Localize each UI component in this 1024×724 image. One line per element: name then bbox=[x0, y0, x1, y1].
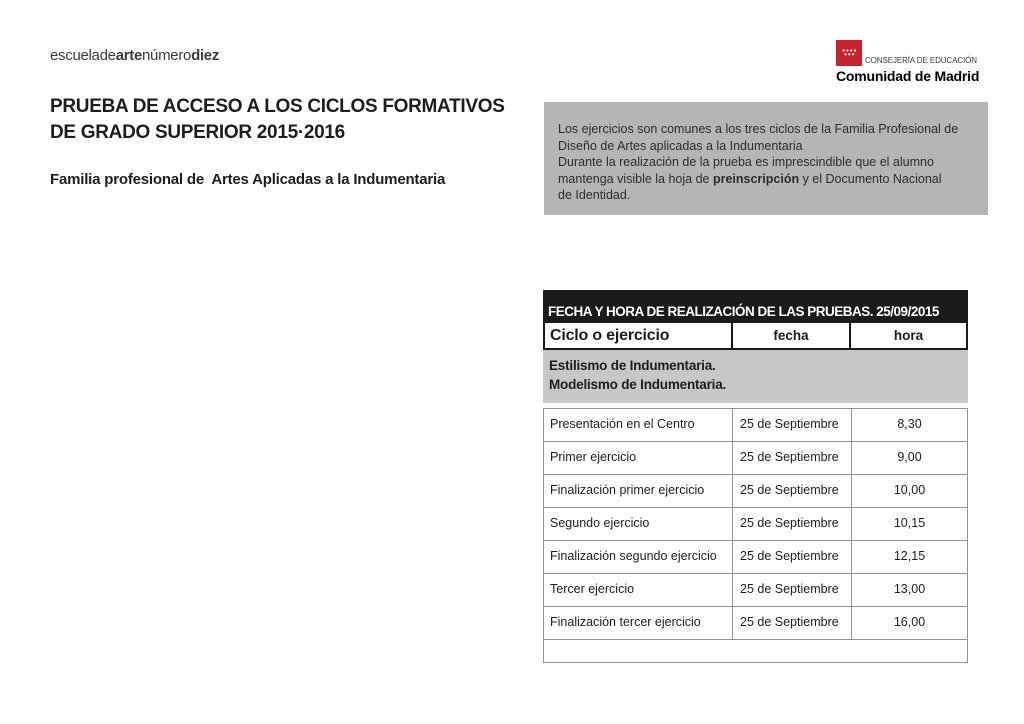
table-title-bar: FECHA Y HORA DE REALIZACIÓN DE LAS PRUEBAS. 25/09/2015 bbox=[543, 290, 968, 323]
cell-fecha: 25 de Septiembre bbox=[733, 541, 852, 573]
table-row bbox=[544, 541, 967, 574]
notice-bold-text: preinscripción bbox=[712, 171, 800, 186]
cell-ejercicio: Finalización primer ejercicio bbox=[544, 475, 733, 507]
school-logo-segment: escuelade bbox=[50, 47, 116, 64]
cell-fecha: 25 de Septiembre bbox=[733, 508, 852, 540]
school-logo-segment: arte bbox=[115, 47, 143, 64]
page-title bbox=[50, 94, 550, 146]
table-row bbox=[544, 409, 967, 442]
table-row bbox=[544, 574, 967, 607]
cell-ejercicio: Finalización tercer ejercicio bbox=[544, 607, 733, 639]
table-row bbox=[544, 607, 967, 640]
cell-ejercicio: Segundo ejercicio bbox=[544, 508, 733, 540]
notice-line: de Identidad. bbox=[558, 188, 631, 202]
cell-hora: 12,15 bbox=[893, 549, 926, 563]
notice-line bbox=[558, 171, 978, 188]
notice-line: Diseño de Artes aplicadas a la Indumentaria bbox=[558, 138, 803, 153]
notice-line: Los ejercicios son comunes a los tres ciclos de la Familia Profesional de bbox=[558, 122, 959, 136]
madrid-logo bbox=[836, 40, 986, 84]
notice-text: y el Documento Nacional bbox=[799, 171, 942, 186]
school-logo-segment: número bbox=[142, 47, 192, 64]
schedule-table bbox=[543, 290, 968, 663]
section-line2: Modelismo de Indumentaria. bbox=[549, 377, 727, 392]
empty-row bbox=[544, 640, 967, 662]
cell-hora: 13,00 bbox=[893, 582, 926, 596]
cell-fecha: 25 de Septiembre bbox=[733, 409, 852, 441]
notice-box bbox=[544, 102, 988, 215]
cell-hora: 16,00 bbox=[893, 615, 926, 629]
column-header-ciclo: Ciclo o ejercicio bbox=[545, 323, 733, 348]
cell-ejercicio: Primer ejercicio bbox=[544, 442, 733, 474]
notice-text: mantenga visible la hoja de bbox=[558, 171, 713, 186]
cell-ejercicio: Tercer ejercicio bbox=[544, 574, 733, 606]
section-line1: Estilismo de Indumentaria. bbox=[549, 358, 716, 373]
school-logo bbox=[50, 47, 219, 64]
school-logo-segment: diez bbox=[191, 47, 220, 64]
madrid-flag-icon bbox=[836, 40, 862, 66]
section-row bbox=[543, 350, 968, 403]
table-row bbox=[544, 475, 967, 508]
consejeria-label: CONSEJERÍA DE EDUCACIÓN bbox=[865, 56, 977, 65]
cell-hora: 8,30 bbox=[897, 417, 922, 431]
table-row bbox=[544, 442, 967, 475]
column-header-fecha: fecha bbox=[733, 323, 851, 348]
comunidad-de-madrid-label: Comunidad de Madrid bbox=[836, 68, 980, 84]
notice-line: Durante la realización de la prueba es imprescindible que el alumno bbox=[558, 155, 934, 169]
table-header-row bbox=[543, 323, 968, 350]
page-subtitle: Familia profesional de Artes Aplicadas a la Indumentaria bbox=[50, 171, 446, 188]
table-row bbox=[544, 508, 967, 541]
page-title-line2: DE GRADO SUPERIOR 2015·2016 bbox=[50, 122, 345, 143]
cell-hora: 10,00 bbox=[893, 483, 926, 497]
cell-ejercicio: Presentación en el Centro bbox=[544, 409, 733, 441]
column-header-hora: hora bbox=[893, 328, 924, 343]
table-body bbox=[543, 408, 968, 663]
cell-fecha: 25 de Septiembre bbox=[733, 574, 852, 606]
cell-hora: 10,15 bbox=[893, 516, 926, 530]
cell-fecha: 25 de Septiembre bbox=[733, 475, 852, 507]
cell-ejercicio: Finalización segundo ejercicio bbox=[544, 541, 733, 573]
madrid-logo-top-row bbox=[836, 40, 986, 66]
cell-fecha: 25 de Septiembre bbox=[733, 607, 852, 639]
cell-fecha: 25 de Septiembre bbox=[733, 442, 852, 474]
page-title-line1: PRUEBA DE ACCESO A LOS CICLOS FORMATIVOS bbox=[50, 96, 505, 117]
cell-hora: 9,00 bbox=[897, 450, 922, 464]
